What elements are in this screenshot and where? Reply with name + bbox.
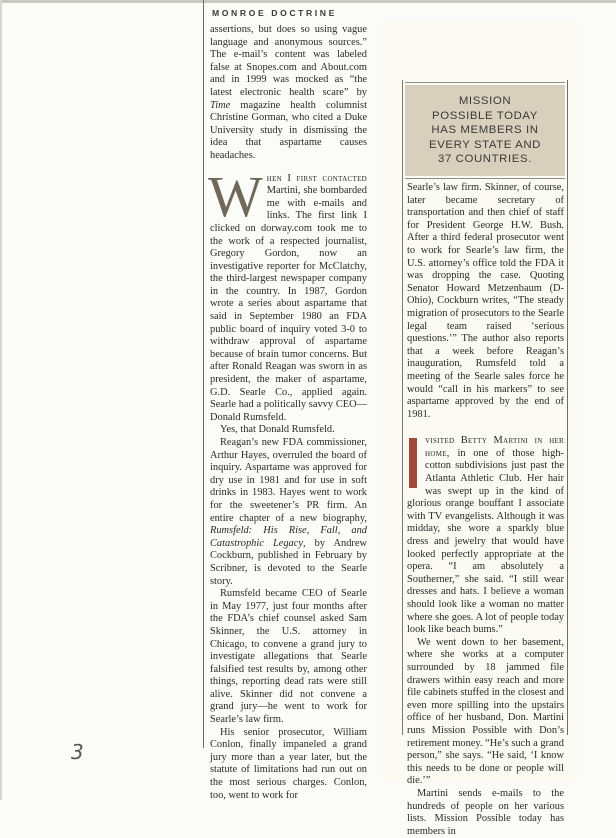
drop-cap-bar bbox=[409, 438, 417, 488]
paragraph: We went down to her basement, where she works at a computer surrounded by 18 jammed file drawers within easy reach and more file cabinets stuffed in the closest and even more spilling into the upstairs office of her husband, Don. Martini runs Mission Possible with Don’s retirement money. “He’s such a grand person,” she says. “He said, ‘I know this needs to be done or people will die.’” bbox=[407, 636, 564, 787]
pull-quote-rule-bottom bbox=[405, 178, 565, 179]
pull-quote-line: HAS MEMBERS IN bbox=[431, 124, 539, 137]
right-column-text bbox=[407, 182, 564, 838]
lead-in: hen I first contacted bbox=[266, 172, 367, 184]
running-head: MONROE DOCTRINE bbox=[212, 8, 337, 18]
book-title: Rumsfeld: His Rise, Fall, and Catastrophic Legacy bbox=[210, 525, 367, 549]
pull-quote-line: EVERY STATE AND bbox=[429, 138, 541, 151]
pull-quote-line: POSSIBLE TODAY bbox=[432, 109, 538, 122]
paragraph: His senior prosecutor, William Conlon, finally impaneled a grand jury more than a year later, but the statute of limitations had run out on the most serious charges. Conlon, too, went to work for bbox=[210, 726, 367, 801]
text: assertions, but does so using vague language and anonymous sources.” The e-mail’s content was labeled false at Snopes.com and About.com and in 1999 was mocked as “the latest electronic health scare” by bbox=[210, 24, 367, 98]
lead-in: visited Betty Martini in her home, bbox=[425, 435, 564, 459]
pull-quote-rule-top bbox=[405, 82, 565, 83]
pull-quote-line: MISSION bbox=[458, 95, 512, 108]
text: , by Andrew Cockburn, published in February by Scribner, is devoted to the Searle story. bbox=[210, 537, 367, 587]
left-column-text bbox=[210, 24, 367, 802]
text: magazine health columnist Christine Gorman, who cited a Duke University study in dismissing the idea that aspartame causes headaches. bbox=[210, 99, 367, 161]
paragraph bbox=[407, 435, 564, 637]
pull-quote-line: 37 COUNTRIES. bbox=[438, 153, 532, 166]
scan-left-edge bbox=[0, 0, 2, 800]
drop-cap: W bbox=[208, 163, 263, 229]
magazine-title: Time bbox=[210, 99, 231, 111]
paragraph bbox=[208, 163, 367, 425]
paragraph: Martini sends e-mails to the hundreds of people on her various lists. Mission Possible today has members in bbox=[407, 787, 564, 837]
text: Reagan’s new FDA commissioner, Arthur Hayes, overruled the board of inquiry. Aspartame was approved for dry use in 1981 and for use in soft drinks in 1983. Hayes went to work for the sweetener’s PR firm. An entire chapter of a new biography, bbox=[210, 437, 367, 524]
handwritten-page-number: 3 bbox=[71, 740, 84, 764]
pull-quote bbox=[405, 85, 565, 176]
text: Martini, she bombarded me with e-mails and links. The first link I clicked on dorway.com took me to the work of a respected journalist, Gregory Gordon, now an investigative reporter for McClatchy, the third-largest newspaper company in the country. In 1987, Gordon wrote a series about aspartame that said in September 1980 an FDA public board of inquiry voted 3-0 to withdraw approval of aspartame because of brain tumor concerns. But after Ronald Reagan was sworn in as president, the maker of aspartame, G.D. Searle Co., applied again. Searle had a politically savvy CEO—Donald Rumsfeld. bbox=[210, 185, 367, 423]
paragraph bbox=[210, 437, 367, 588]
paragraph: Yes, that Donald Rumsfeld. bbox=[220, 424, 335, 436]
paragraph: Rumsfeld became CEO of Searle in May 1977, just four months after the FDA’s chief counsel asked Sam Skinner, the U.S. attorney in Chicago, to convene a grand jury to investigate allegations that Searle falsified test results by, among other things, reporting dead rats were still alive. Skinner did not convene a grand jury—he went to work for Searle’s law firm. bbox=[210, 588, 367, 726]
paragraph: Searle’s law firm. Skinner, of course, later became secretary of transportation and then chief of staff for President George H.W. Bush. After a third federal prosecutor went to work for Searle’s law firm, the U.S. attorney’s office told the FDA it was dropping the case. Quoting Senator Howard Metzenbaum (D-Ohio), Cockburn writes, “The steady migration of prosecutors to the Searle legal team raised ‘serious questions.’” The author also reports that a week before Reagan’s inauguration, Rumsfeld told a meeting of the Searle sales force he would “call in his markers” to see aspartame approved by the end of 1981. bbox=[407, 182, 564, 420]
paragraph bbox=[210, 24, 367, 163]
text: in one of those high-cotton subdivisions just past the Atlanta Athletic Club. Her hair was swept up in the kind of glorious orange bouffant I associate with TV evangelists. Although it was midday, she wore a sparkly blue dress and jewelry that would have looked perfectly appropriate at the opera. “I am absolutely a Southerner,” she said. “I still wear dresses and hats. I believe a woman should look like a woman no matter where she goes. A lot of people today look like beach bums.” bbox=[407, 447, 564, 636]
